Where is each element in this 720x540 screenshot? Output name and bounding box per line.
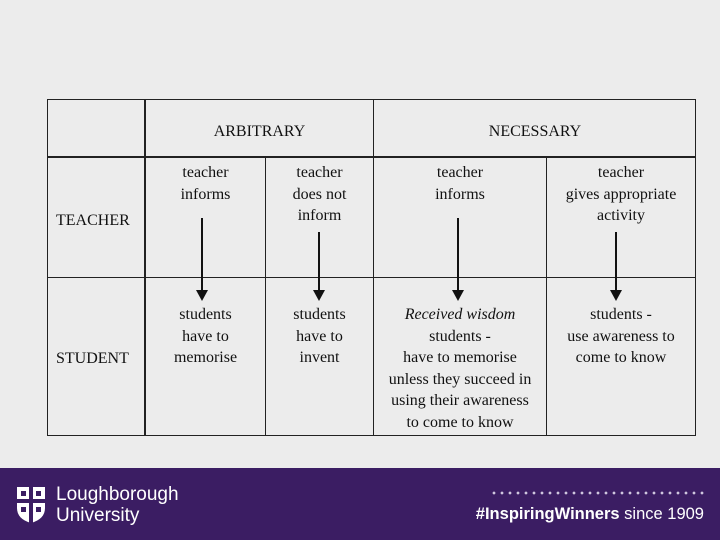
tagline: #InspiringWinners since 1909 [475, 505, 704, 523]
table-col-divider [144, 99, 146, 436]
arrow-down-icon [457, 218, 459, 299]
cell-teacher-does-not-inform: teacher does not inform [292, 164, 347, 224]
cell-students-memorise: students have to memorise [173, 306, 238, 366]
cell-students-invent: students have to invent [293, 306, 346, 366]
cell-teacher-gives-activity: teacher gives appropriate activity [565, 164, 677, 224]
arrow-down-icon [615, 232, 617, 299]
header-arbitrary: ARBITRARY [213, 123, 306, 140]
row-label-student: STUDENT [56, 350, 129, 367]
cell-received-wisdom: Received wisdom students - have to memorise unless they succeed in using their awareness to come to know [388, 306, 532, 431]
row-label-teacher: TEACHER [56, 212, 130, 229]
university-logo-text: Loughborough University [56, 484, 179, 526]
header-necessary: NECESSARY [488, 123, 582, 140]
arrow-down-icon [318, 232, 320, 299]
dotted-divider [490, 491, 706, 495]
crest-icon [16, 486, 46, 524]
cell-teacher-informs-necessary: teacher informs [435, 164, 485, 203]
arrow-down-icon [201, 218, 203, 299]
cell-teacher-informs: teacher informs [180, 164, 231, 203]
cell-students-awareness: students - use awareness to come to know [567, 306, 675, 366]
